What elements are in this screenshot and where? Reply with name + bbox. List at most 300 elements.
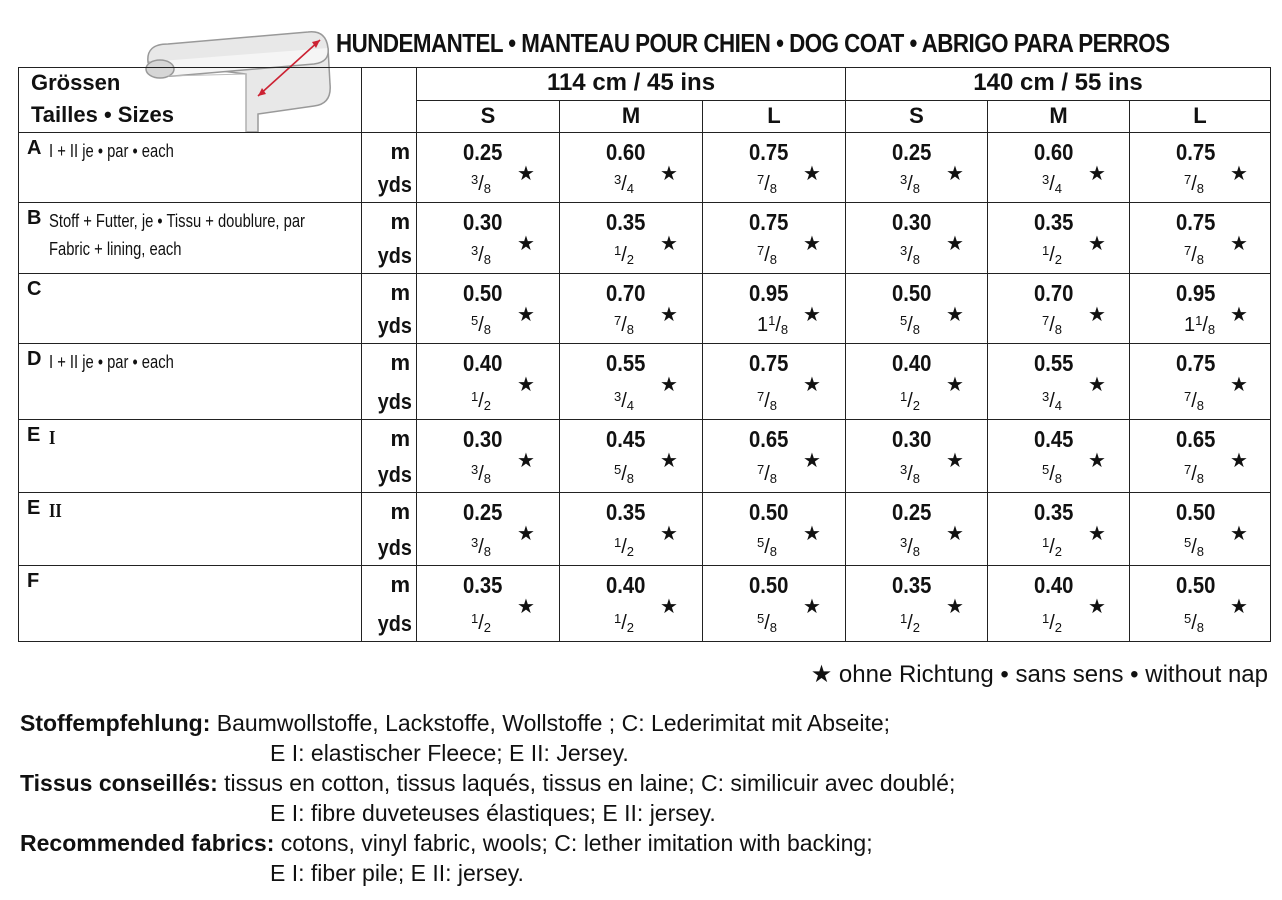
yards-denominator: 8 [769,544,778,559]
yardage-cell [560,566,703,642]
yards-value: $^3/_8$ [471,172,492,196]
page-title: HUNDEMANTEL • MANTEAU POUR CHIEN • DOG COAT • ABRIGO PARA PERROS [336,28,1170,58]
yardage-cell [703,133,846,203]
yards-value: $^5/_8$ [1184,535,1205,559]
unit-meters: m [390,139,410,164]
note-text: tissus en cotton, tissus laqués, tissus en laine; C: similicuir avec doublé; [217,770,956,796]
piece-letter: E [27,424,41,446]
piece-description [49,497,62,525]
row-label-cell [19,344,362,420]
piece-description [49,424,55,452]
meters-value: 0.75 [1176,350,1216,376]
yards-denominator: 8 [1196,471,1205,486]
yardage-cell [417,133,560,203]
piece-description-line: I + II je • par • each [49,352,174,372]
yards-denominator: 8 [483,181,492,196]
meters-value: 0.75 [749,350,789,376]
yards-numerator: 3 [900,462,908,477]
note-label: Recommended fabrics: [20,830,275,856]
yards-value: $^5/_8$ [614,462,635,486]
unit-cell [362,344,417,420]
yards-denominator: 8 [1196,181,1205,196]
without-nap-star-icon: ★ [1088,304,1106,326]
yards-value: $^1/_2$ [471,389,492,413]
note-label: Tissus conseillés: [20,770,218,796]
yardage-cell [560,344,703,420]
meters-value: 0.35 [463,572,503,598]
yards-numerator: 5 [757,535,765,550]
yards-denominator: 8 [483,544,492,559]
without-nap-star-icon: ★ [946,163,964,185]
yards-denominator: 8 [780,322,789,337]
without-nap-star-icon: ★ [660,233,678,255]
without-nap-star-icon: ★ [803,450,821,472]
yards-value: $^7/_8$ [1184,462,1205,486]
meters-value: 0.35 [606,209,646,235]
piece-description-line: Stoff + Futter, je • Tissu + doublure, par [49,211,305,231]
meters-value: 0.75 [1176,209,1216,235]
meters-value: 0.50 [892,280,932,306]
yardage-cell [1130,344,1271,420]
without-nap-star-icon: ★ [660,163,678,185]
yardage-cell [417,493,560,566]
yards-denominator: 2 [912,398,921,413]
without-nap-star-icon: ★ [1088,163,1106,185]
piece-description [49,137,174,165]
meters-value: 0.35 [892,572,932,598]
yardage-cell [846,274,988,344]
yards-numerator: 5 [757,611,765,626]
without-nap-star-icon: ★ [803,523,821,545]
yards-numerator: 1 [1042,243,1050,258]
yardage-cell [846,203,988,274]
meters-value: 0.40 [1034,572,1074,598]
yards-numerator: 3 [900,535,908,550]
without-nap-star-icon: ★ [1230,374,1248,396]
yards-value: $^7/_8$ [1184,389,1205,413]
yards-denominator: 2 [483,620,492,635]
yards-denominator: 2 [912,620,921,635]
yards-value: $^1/_2$ [614,243,635,267]
without-nap-star-icon: ★ [803,304,821,326]
meters-value: 0.25 [463,499,503,525]
piece-description-line: II [49,500,62,522]
yards-denominator: 4 [1054,181,1063,196]
yards-numerator: 3 [471,172,479,187]
yardage-cell [417,274,560,344]
meters-value: 0.40 [892,350,932,376]
yards-numerator: 7 [757,243,765,258]
yardage-cell [1130,203,1271,274]
without-nap-star-icon: ★ [1230,450,1248,472]
yards-value: $^5/_8$ [757,535,778,559]
yards-whole: 1 [1184,314,1196,336]
meters-value: 0.75 [749,209,789,235]
without-nap-star-icon: ★ [946,304,964,326]
without-nap-star-icon: ★ [803,374,821,396]
yards-value: $^7/_8$ [757,243,778,267]
yardage-cell [560,203,703,274]
size-header: L [703,100,846,133]
yards-numerator: 1 [471,389,479,404]
without-nap-star-icon: ★ [660,596,678,618]
size-header: M [560,100,703,133]
yards-denominator: 8 [626,471,635,486]
yards-numerator: 7 [1184,389,1192,404]
yards-value: $^7/_8$ [1184,172,1205,196]
row-label-cell [19,274,362,344]
meters-value: 0.45 [606,426,646,452]
yards-numerator: 3 [471,462,479,477]
nap-legend: ★ ohne Richtung • sans sens • without nap [810,661,1268,688]
without-nap-star-icon: ★ [1230,233,1248,255]
meters-value: 0.65 [749,426,789,452]
yards-denominator: 8 [1196,252,1205,267]
unit-meters: m [390,572,410,597]
unit-meters: m [390,209,410,234]
piece-letter: F [27,570,40,592]
yards-value: $^3/_8$ [900,172,921,196]
yards-whole: 1 [757,314,769,336]
piece-description-line: I + II je • par • each [49,141,174,161]
meters-value: 0.50 [1176,499,1216,525]
yards-numerator: 1 [614,535,622,550]
yards-value: $^7/_8$ [1184,243,1205,267]
yardage-cell [703,344,846,420]
row-label-cell [19,203,362,274]
yards-value: $^5/_8$ [471,313,492,337]
yards-numerator: 7 [614,313,622,328]
yardage-cell [1130,493,1271,566]
meters-value: 0.65 [1176,426,1216,452]
unit-cell [362,133,417,203]
unit-yards: yds [377,462,412,487]
note-text: cotons, vinyl fabric, wools; C: lether imitation with backing; [274,830,873,856]
piece-letter: D [27,348,42,370]
yardage-cell [846,344,988,420]
meters-value: 0.40 [463,350,503,376]
table-row [19,133,1271,203]
yards-denominator: 8 [1196,544,1205,559]
without-nap-star-icon: ★ [1230,523,1248,545]
note-line [20,708,955,738]
meters-value: 0.70 [1034,280,1074,306]
yards-denominator: 8 [769,181,778,196]
yardage-cell [560,420,703,493]
unit-meters: m [390,499,410,524]
meters-value: 0.45 [1034,426,1074,452]
without-nap-star-icon: ★ [1088,233,1106,255]
yards-denominator: 2 [626,252,635,267]
yards-denominator: 8 [1196,620,1205,635]
without-nap-star-icon: ★ [1230,163,1248,185]
yards-numerator: 7 [1184,462,1192,477]
without-nap-star-icon: ★ [517,596,535,618]
yards-denominator: 8 [912,544,921,559]
yards-value: $^1/_2$ [1042,611,1063,635]
meters-value: 0.30 [463,209,503,235]
yards-denominator: 2 [626,544,635,559]
yards-numerator: 5 [1042,462,1050,477]
yards-denominator: 8 [483,471,492,486]
note-continuation: E I: elastischer Fleece; E II: Jersey. [270,740,629,766]
meters-value: 0.55 [606,350,646,376]
yards-denominator: 8 [769,620,778,635]
meters-value: 0.70 [606,280,646,306]
without-nap-star-icon: ★ [946,233,964,255]
unit-yards: yds [377,389,412,414]
unit-yards: yds [377,313,412,338]
without-nap-star-icon: ★ [1088,596,1106,618]
yardage-cell [703,274,846,344]
yards-value: $1^1/_8$ [1184,313,1216,337]
without-nap-star-icon: ★ [517,374,535,396]
table-row [19,344,1271,420]
without-nap-star-icon: ★ [803,233,821,255]
meters-value: 0.25 [892,499,932,525]
yards-numerator: 7 [757,172,765,187]
meters-value: 0.60 [1034,139,1074,165]
piece-letter: C [27,278,42,300]
yardage-cell [988,203,1130,274]
unit-yards: yds [377,243,412,268]
without-nap-star-icon: ★ [1088,450,1106,472]
row-label-cell [19,133,362,203]
meters-value: 0.35 [1034,209,1074,235]
without-nap-star-icon: ★ [660,450,678,472]
yards-value: $^1/_2$ [1042,535,1063,559]
yards-numerator: 3 [614,172,622,187]
yards-numerator: 5 [1184,535,1192,550]
yards-value: $^5/_8$ [757,611,778,635]
yards-denominator: 8 [1054,322,1063,337]
meters-value: 0.35 [606,499,646,525]
without-nap-star-icon: ★ [517,304,535,326]
without-nap-star-icon: ★ [517,450,535,472]
yards-numerator: 3 [900,243,908,258]
unit-yards: yds [377,535,412,560]
meters-value: 0.50 [749,572,789,598]
sizes-label-fr-en: Tailles • Sizes [31,102,178,128]
piece-letter: A [27,137,42,159]
without-nap-star-icon: ★ [803,163,821,185]
meters-value: 0.60 [606,139,646,165]
yards-numerator: 7 [1184,243,1192,258]
without-nap-star-icon: ★ [946,596,964,618]
yards-value: $^3/_8$ [471,535,492,559]
yards-value: $^3/_8$ [471,243,492,267]
yards-numerator: 1 [768,313,776,328]
yards-value: $^3/_4$ [1042,389,1063,413]
yards-numerator: 1 [900,389,908,404]
yards-denominator: 8 [1054,471,1063,486]
yards-denominator: 2 [626,620,635,635]
yardage-cell [846,420,988,493]
yards-value: $^5/_8$ [1184,611,1205,635]
yardage-cell [703,566,846,642]
yards-value: $^7/_8$ [757,462,778,486]
without-nap-star-icon: ★ [517,163,535,185]
yards-numerator: 3 [1042,389,1050,404]
yards-denominator: 8 [912,252,921,267]
width-header-114: 114 cm / 45 ins [417,68,846,101]
yardage-cell [846,133,988,203]
yards-value: $^3/_8$ [900,462,921,486]
note-line [20,768,955,798]
yardage-cell [417,203,560,274]
yards-value: $^3/_8$ [900,535,921,559]
meters-value: 0.50 [1176,572,1216,598]
yards-value: $^3/_4$ [614,172,635,196]
yardage-cell [988,274,1130,344]
row-label-cell [19,420,362,493]
meters-value: 0.30 [892,209,932,235]
yardage-cell [988,420,1130,493]
yards-denominator: 4 [626,398,635,413]
yards-denominator: 8 [912,471,921,486]
meters-value: 0.95 [1176,280,1216,306]
yards-value: $^7/_8$ [614,313,635,337]
yards-numerator: 5 [1184,611,1192,626]
yardage-cell [1130,274,1271,344]
yardage-cell [560,493,703,566]
unit-cell [362,203,417,274]
without-nap-star-icon: ★ [946,523,964,545]
yards-numerator: 1 [1195,313,1203,328]
table-row [19,203,1271,274]
without-nap-star-icon: ★ [1230,304,1248,326]
yards-denominator: 8 [769,252,778,267]
table-row [19,493,1271,566]
yards-numerator: 5 [471,313,479,328]
meters-value: 0.75 [1176,139,1216,165]
yardage-cell [417,566,560,642]
yardage-cell [703,203,846,274]
note-continuation: E I: fiber pile; E II: jersey. [270,860,524,886]
yards-numerator: 7 [1042,313,1050,328]
yards-denominator: 8 [912,181,921,196]
without-nap-star-icon: ★ [946,450,964,472]
yardage-cell [1130,420,1271,493]
yards-numerator: 1 [614,243,622,258]
row-label-cell [19,566,362,642]
unit-cell [362,566,417,642]
table-row [19,566,1271,642]
yards-numerator: 5 [614,462,622,477]
yards-value: $^5/_8$ [1042,462,1063,486]
yards-numerator: 3 [900,172,908,187]
yards-numerator: 1 [1042,611,1050,626]
meters-value: 0.25 [892,139,932,165]
size-header: L [1130,100,1271,133]
yardage-cell [417,420,560,493]
yards-denominator: 8 [769,398,778,413]
yards-value: $^1/_2$ [614,535,635,559]
yardage-cell [846,566,988,642]
width-header-140: 140 cm / 55 ins [846,68,1271,101]
yards-numerator: 1 [900,611,908,626]
yardage-cell [417,344,560,420]
yardage-cell [988,133,1130,203]
without-nap-star-icon: ★ [660,374,678,396]
meters-value: 0.50 [749,499,789,525]
unit-header-cell [362,68,417,133]
meters-value: 0.75 [749,139,789,165]
yardage-cell [703,493,846,566]
note-label: Stoffempfehlung: [20,710,211,736]
sizes-header-cell [19,68,362,133]
without-nap-star-icon: ★ [1088,374,1106,396]
yards-value: $^7/_8$ [757,389,778,413]
yardage-cell [988,566,1130,642]
yardage-cell [560,274,703,344]
yardage-table [18,67,1271,642]
table-row [19,274,1271,344]
yards-denominator: 8 [1207,322,1216,337]
yardage-cell [1130,133,1271,203]
yards-numerator: 3 [471,535,479,550]
unit-yards: yds [377,611,412,636]
unit-cell [362,420,417,493]
yards-value: $^7/_8$ [1042,313,1063,337]
without-nap-star-icon: ★ [803,596,821,618]
yards-value: $^7/_8$ [757,172,778,196]
yards-denominator: 2 [1054,544,1063,559]
yards-value: $^5/_8$ [900,313,921,337]
yards-numerator: 3 [614,389,622,404]
yards-denominator: 8 [483,322,492,337]
piece-description-line: Fabric + lining, each [49,239,182,259]
yardage-cell [988,493,1130,566]
size-header: M [988,100,1130,133]
meters-value: 0.30 [463,426,503,452]
piece-letter: E [27,497,41,519]
piece-letter: B [27,207,42,229]
without-nap-star-icon: ★ [1230,596,1248,618]
yards-denominator: 8 [626,322,635,337]
yards-value: $^3/_4$ [1042,172,1063,196]
note-continuation: E I: fibre duveteuses élastiques; E II: jersey. [270,800,716,826]
yards-numerator: 1 [471,611,479,626]
piece-description-line: I [49,427,56,449]
meters-value: 0.40 [606,572,646,598]
piece-description [49,348,174,376]
yards-denominator: 2 [1054,620,1063,635]
without-nap-star-icon: ★ [660,523,678,545]
yards-value: $^3/_8$ [900,243,921,267]
yards-value: $^1/_2$ [614,611,635,635]
yards-numerator: 3 [471,243,479,258]
yardage-cell [1130,566,1271,642]
note-text: Baumwollstoffe, Lackstoffe, Wollstoffe ; C: Lederimitat mit Abseite; [210,710,891,736]
yards-numerator: 1 [1042,535,1050,550]
size-header: S [846,100,988,133]
without-nap-star-icon: ★ [1088,523,1106,545]
yards-numerator: 5 [900,313,908,328]
meters-value: 0.25 [463,139,503,165]
without-nap-star-icon: ★ [517,523,535,545]
yards-denominator: 2 [1054,252,1063,267]
yards-denominator: 8 [912,322,921,337]
yardage-cell [846,493,988,566]
unit-yards: yds [377,172,412,197]
unit-meters: m [390,426,410,451]
note-line [20,828,955,858]
yardage-cell [560,133,703,203]
yards-value: $^1/_2$ [1042,243,1063,267]
yards-denominator: 8 [483,252,492,267]
meters-value: 0.30 [892,426,932,452]
